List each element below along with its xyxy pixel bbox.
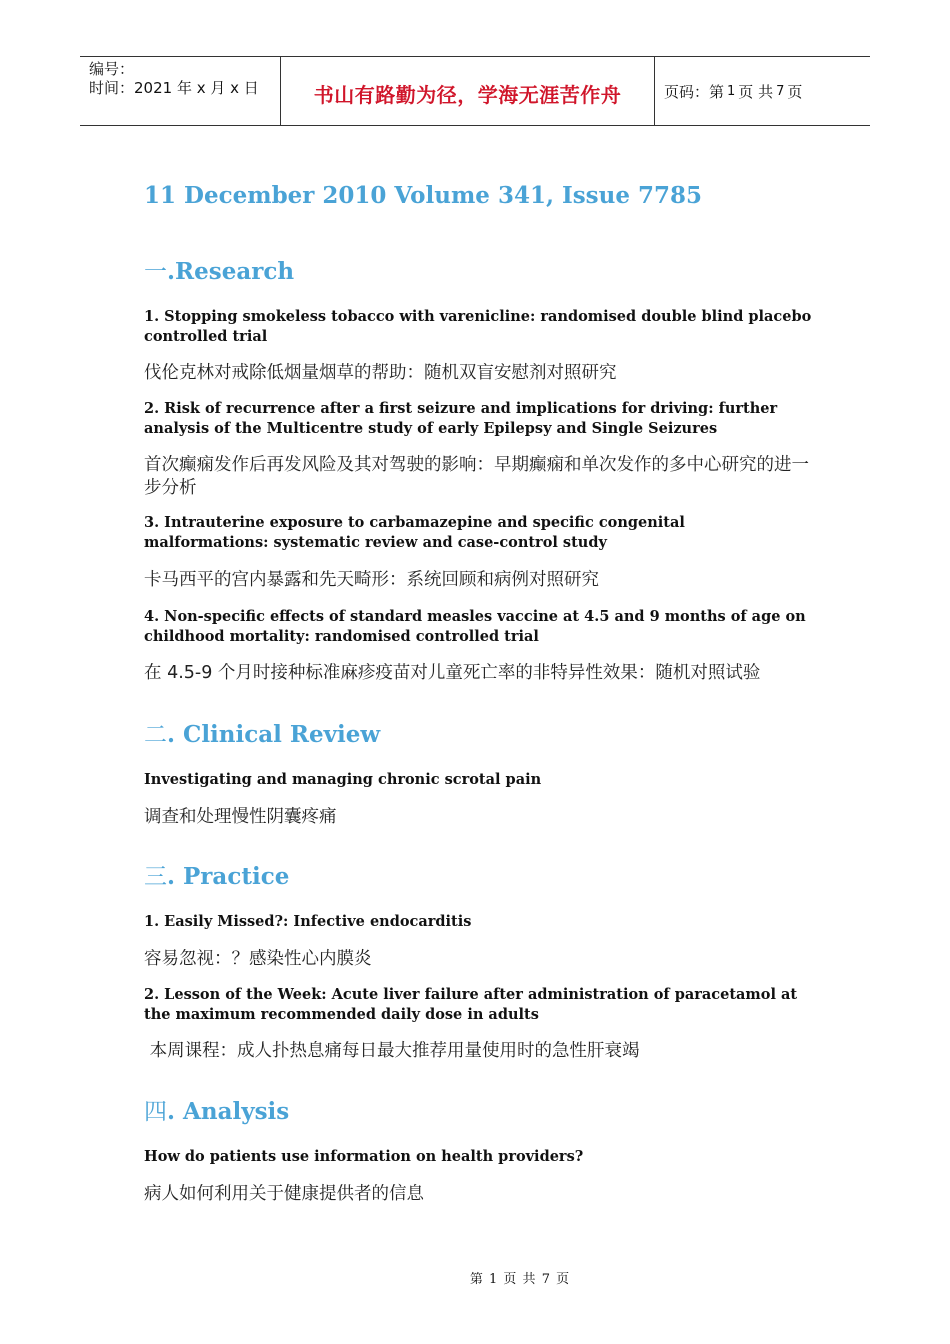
page-footer: 第 1 页 共 7 页	[469, 1272, 571, 1287]
page-prefix: 页码：第	[664, 82, 725, 101]
article-title-cn: 调查和处理慢性阴囊疼痛	[144, 807, 337, 827]
article-title-cn: 容易忽视：？感染性心内膜炎	[144, 949, 372, 969]
article-title-en: 1. Easily Missed?: Infective endocarditis	[144, 913, 472, 930]
section-title-research	[144, 253, 294, 286]
section-label: .Research	[167, 258, 295, 285]
document-date-label: 时间：2021 年 x 月 x 日	[89, 79, 259, 97]
article-title-en: 4. Non-specific effects of standard measles vaccine at 4.5 and 9 months of age on childhood mortality: randomised controlled trial	[144, 608, 806, 645]
article-title-cn: 伐伦克林对戒除低烟量烟草的帮助：随机双盲安慰剂对照研究	[144, 363, 617, 383]
section-number: 二	[144, 722, 167, 748]
page-suffix: 页	[787, 82, 803, 101]
article-title-cn: 本周课程：成人扑热息痛每日最大推荐用量使用时的急性肝衰竭	[144, 1041, 640, 1061]
section-number: 四	[144, 1099, 167, 1125]
issue-title: 11 December 2010 Volume 341, Issue 7785	[144, 182, 702, 209]
section-title-practice	[144, 858, 289, 891]
section-title-clinical-review	[144, 716, 380, 749]
section-label: . Practice	[167, 863, 290, 890]
page-total: 7	[776, 83, 785, 99]
page-current: 1	[727, 83, 736, 99]
section-number: 一	[144, 259, 167, 285]
header-meta-cell	[80, 57, 281, 125]
article-title-cn: 病人如何利用关于健康提供者的信息	[144, 1184, 424, 1204]
article-title-en: 3. Intrauterine exposure to carbamazepine and specific congenital malformations: systematic review and case-control study	[144, 514, 685, 551]
section-title-analysis	[144, 1093, 289, 1126]
article-title-en: Investigating and managing chronic scrotal pain	[144, 771, 542, 788]
section-number: 三	[144, 864, 167, 890]
article-title-en: 2. Lesson of the Week: Acute liver failure after administration of paracetamol at the maximum recommended daily dose in adults	[144, 986, 798, 1023]
article-title-en: 1. Stopping smokeless tobacco with varenicline: randomised double blind placebo controlled trial	[144, 308, 812, 345]
header-motto-cell	[281, 57, 655, 125]
document-header	[80, 56, 870, 126]
header-motto: 书山有路勤为径，学海无涯苦作舟	[313, 82, 622, 107]
article-title-en: How do patients use information on health providers?	[144, 1148, 584, 1165]
section-label: . Analysis	[167, 1098, 290, 1125]
article-title-cn: 在 4.5-9 个月时接种标准麻疹疫苗对儿童死亡率的非特异性效果：随机对照试验	[144, 663, 761, 683]
article-title-en: 2. Risk of recurrence after a first seizure and implications for driving: further analysis of the Multicentre study of early Epilepsy and Single Seizures	[144, 400, 778, 437]
article-title-cn: 首次癫痫发作后再发风险及其对驾驶的影响：早期癫痫和单次发作的多中心研究的进一步分析	[144, 455, 809, 498]
header-page-cell	[655, 57, 870, 125]
page-mid: 页 共	[738, 82, 774, 101]
section-label: . Clinical Review	[167, 721, 381, 748]
document-number-label: 编号：	[89, 60, 135, 78]
article-title-cn: 卡马西平的宫内暴露和先天畸形：系统回顾和病例对照研究	[144, 570, 599, 590]
